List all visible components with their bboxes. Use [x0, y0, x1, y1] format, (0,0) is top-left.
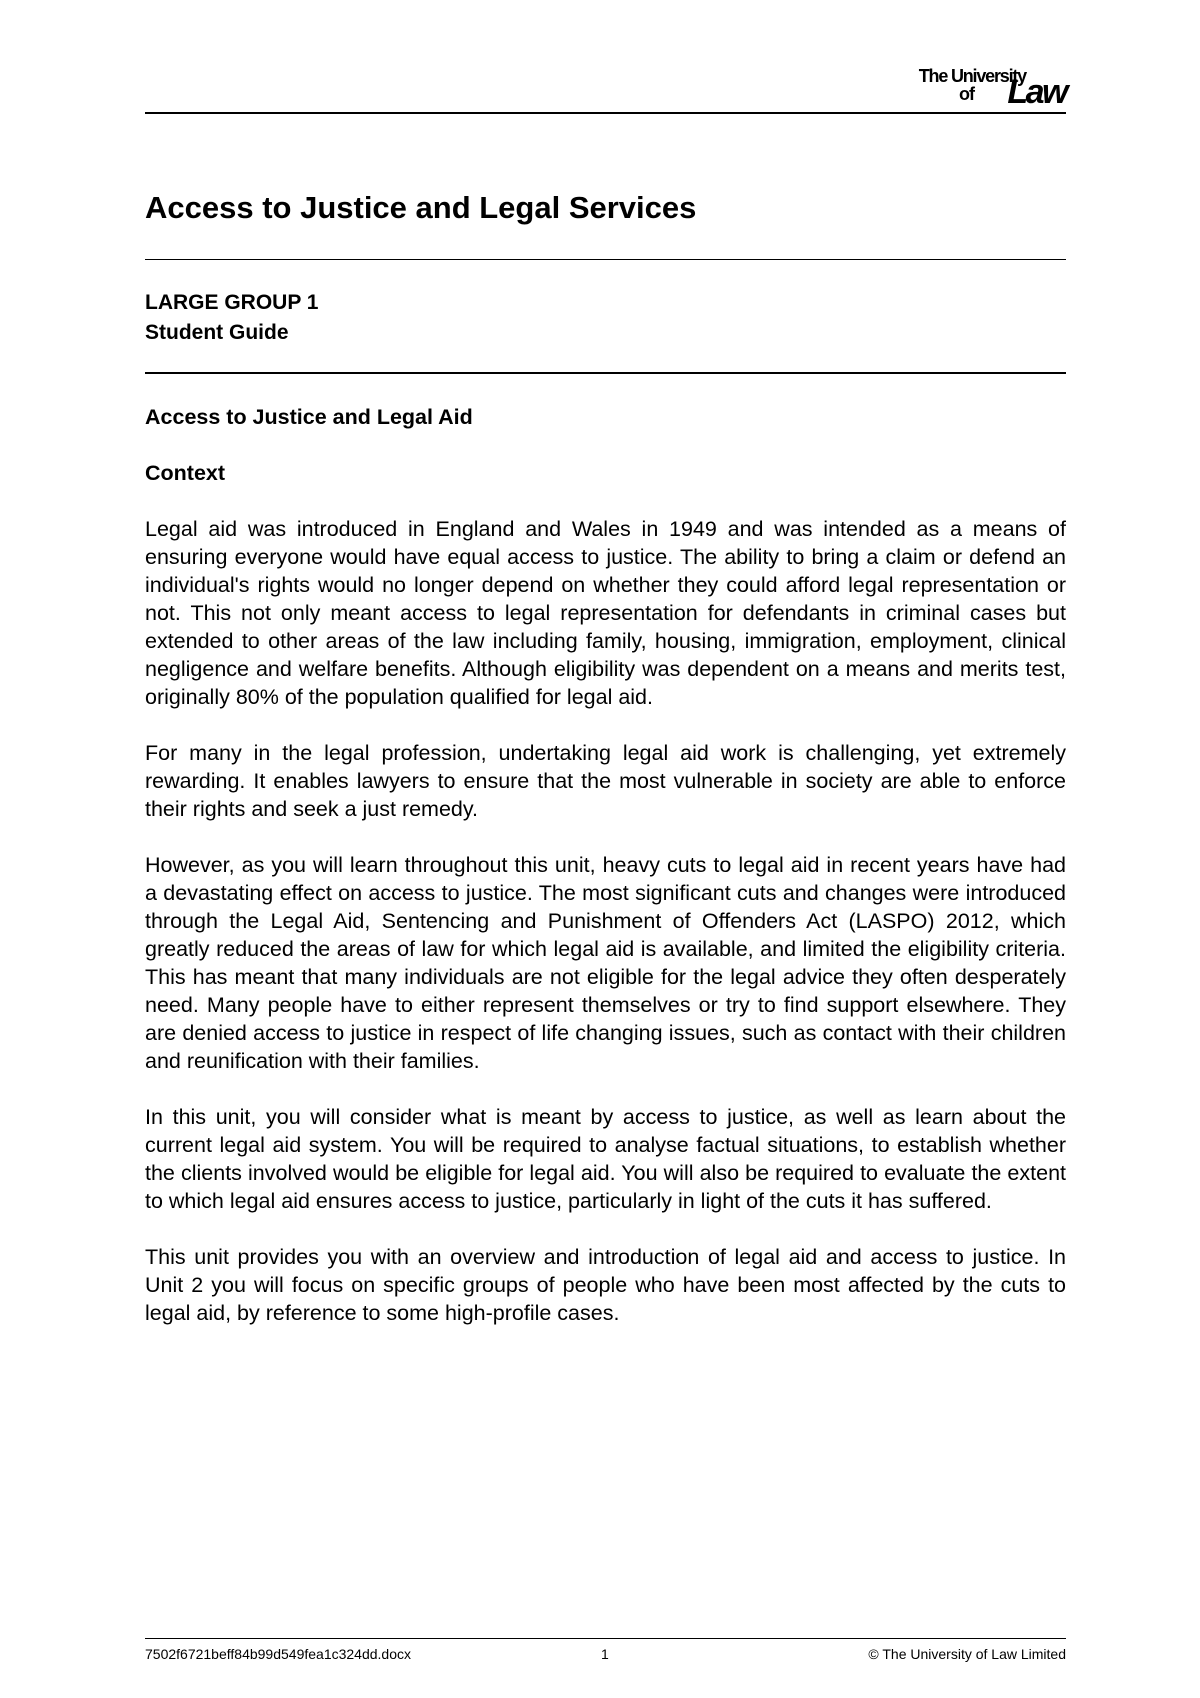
logo-of: of — [959, 84, 974, 104]
university-logo — [866, 66, 1066, 111]
section-heading: Access to Justice and Legal Aid — [145, 405, 473, 429]
title-rule — [145, 259, 1066, 260]
paragraph: However, as you will learn throughout this unit, heavy cuts to legal aid in recent years have had a devastating effect on access to justice. The most significant cuts and changes were introduced through the Legal Aid, Sentencing and Punishment of Offenders Act (LASPO) 2012, which greatly reduced the areas of law for which legal aid is available, and limited the eligibility criteria. This has meant that many individuals are not eligible for the legal advice they often desperately need. Many people have to either represent themselves or try to find support elsewhere. They are denied access to justice in respect of life changing issues, such as contact with their children and reunification with their families. — [145, 853, 1066, 1073]
main-content — [145, 403, 1066, 1355]
document-title: Access to Justice and Legal Services — [145, 190, 697, 225]
section-subheading: Context — [145, 461, 226, 485]
group-info — [145, 288, 318, 348]
footer-filename: 7502f6721beff84b99d549fea1c324dd.docx — [145, 1646, 411, 1662]
page-number: 1 — [601, 1646, 609, 1662]
paragraph: This unit provides you with an overview and introduction of legal aid and access to justice. In Unit 2 you will focus on specific groups of people who have been most affected by the cuts to legal aid, by reference to some high-profile cases. — [145, 1245, 1066, 1325]
footer-rule — [145, 1638, 1066, 1639]
group-rule — [145, 372, 1066, 374]
logo-law: Law — [1007, 73, 1066, 111]
paragraph: For many in the legal profession, undertaking legal aid work is challenging, yet extremely rewarding. It enables lawyers to ensure that the most vulnerable in society are able to enforce their rights and seek a just remedy. — [145, 741, 1066, 821]
paragraph: Legal aid was introduced in England and Wales in 1949 and was intended as a means of ensuring everyone would have equal access to justice. The ability to bring a claim or defend an individual's rights would no longer depend on whether they could afford legal representation or not. This not only meant access to legal representation for defendants in criminal cases but extended to other areas of the law including family, housing, immigration, employment, clinical negligence and welfare benefits. Although eligibility was dependent on a means and merits test, originally 80% of the population qualified for legal aid. — [145, 517, 1066, 709]
logo-line1: The University — [918, 66, 1026, 86]
page-footer — [145, 1646, 1066, 1666]
paragraph: In this unit, you will consider what is meant by access to justice, as well as learn about the current legal aid system. You will be required to analyse factual situations, to establish whether the clients involved would be eligible for legal aid. You will also be required to evaluate the extent to which legal aid ensures access to justice, particularly in light of the cuts it has suffered. — [145, 1105, 1066, 1213]
header-rule — [145, 112, 1066, 114]
group-label: LARGE GROUP 1 — [145, 291, 319, 314]
guide-label: Student Guide — [145, 321, 289, 344]
footer-copyright: © The University of Law Limited — [868, 1646, 1066, 1662]
